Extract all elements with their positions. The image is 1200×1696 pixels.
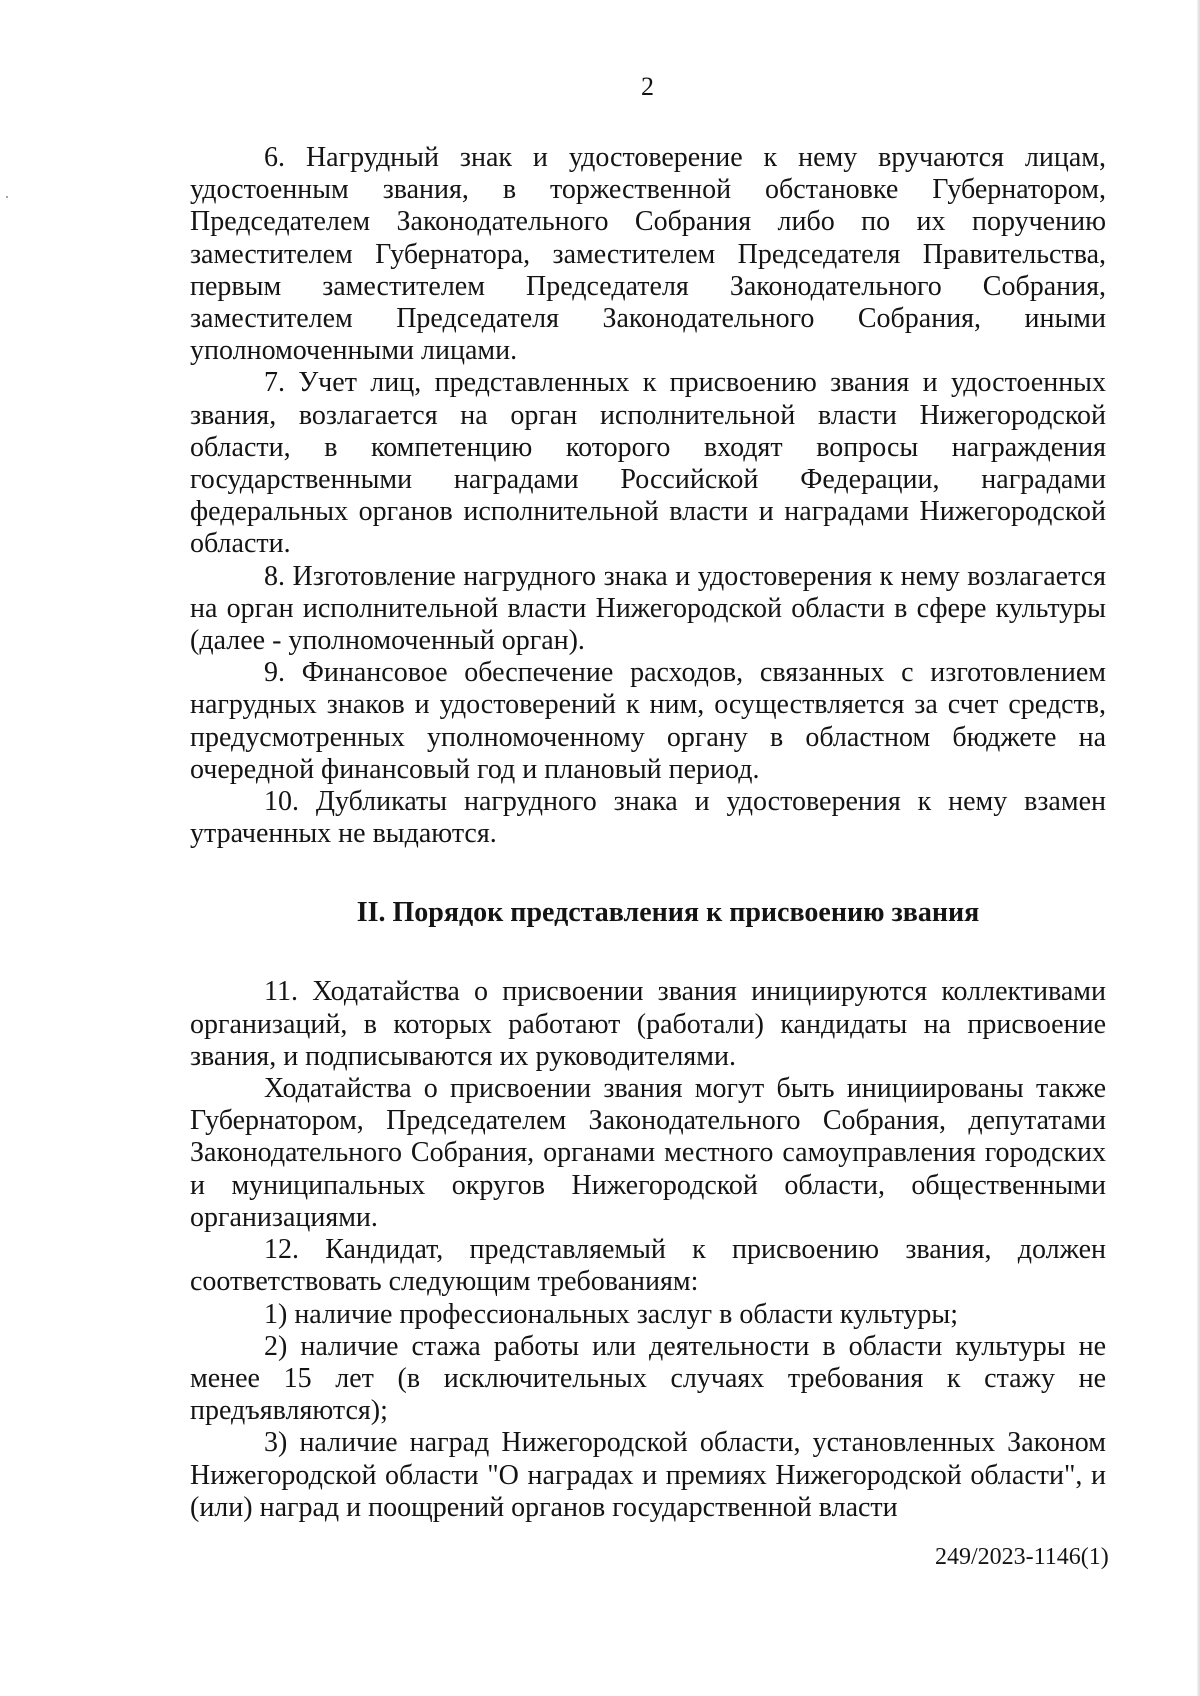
document-body [190,142,1106,1524]
paragraph-12: 12. Кандидат, представляемый к присвоению звания, должен соответствовать следующим требованиям: [190,1234,1106,1298]
paragraph-7: 7. Учет лиц, представленных к присвоению звания и удостоенных звания, возлагается на орган исполнительной власти Нижегородской области, в компетенцию которого входят вопросы награждения государственными наградами Российской Федерации, наградами федеральных органов исполнительной власти и наградами Нижегородской области. [190,367,1106,560]
page-number: 2 [641,72,654,101]
paragraph-9: 9. Финансовое обеспечение расходов, связанных с изготовлением нагрудных знаков и удостоверений к ним, осуществляется за счет средств, предусмотренных уполномоченному органу в областном бюджете на очередной финансовый год и плановый период. [190,657,1106,785]
paragraph-10: 10. Дубликаты нагрудного знака и удостоверения к нему взамен утраченных не выдаются. [190,786,1106,850]
document-code: 249/2023-1146(1) [935,1544,1109,1570]
scan-speck [6,196,8,198]
paragraph-11: 11. Ходатайства о присвоении звания инициируются коллективами организаций, в которых работают (работали) кандидаты на присвоение звания, и подписываются их руководителями. [190,976,1106,1072]
paragraph-11-continuation: Ходатайства о присвоении звания могут быть инициированы также Губернатором, Председателем Законодательного Собрания, депутатами Законодательного Собрания, органами местного самоуправления городских и муниципальных округов Нижегородской области, общественными организациями. [190,1073,1106,1233]
section-heading: II. Порядок представления к присвоению звания [356,897,980,929]
requirement-3: 3) наличие наград Нижегородской области, установленных Законом Нижегородской области "О наградах и премиях Нижегородской области", и (или) наград и поощрений органов государственной власти [190,1427,1106,1523]
requirement-2: 2) наличие стажа работы или деятельности в области культуры не менее 15 лет (в исключительных случаях требования к стажу не предъявляются); [190,1330,1106,1427]
requirement-1: 1) наличие профессиональных заслуг в области культуры; [264,1298,959,1330]
paragraph-6: 6. Нагрудный знак и удостоверение к нему вручаются лицам, удостоенным звания, в торжественной обстановке Губернатором, Председателем Законодательного Собрания либо по их поручению заместителем Губернатора, заместителем Председателя Правительства, первым заместителем Председателя Законодательного Собрания, заместителем Председателя Законодательного Собрания, иными уполномоченными лицами. [190,142,1106,367]
paragraph-8: 8. Изготовление нагрудного знака и удостоверения к нему возлагается на орган исполнительной власти Нижегородской области в сфере культуры (далее - уполномоченный орган). [190,560,1106,657]
